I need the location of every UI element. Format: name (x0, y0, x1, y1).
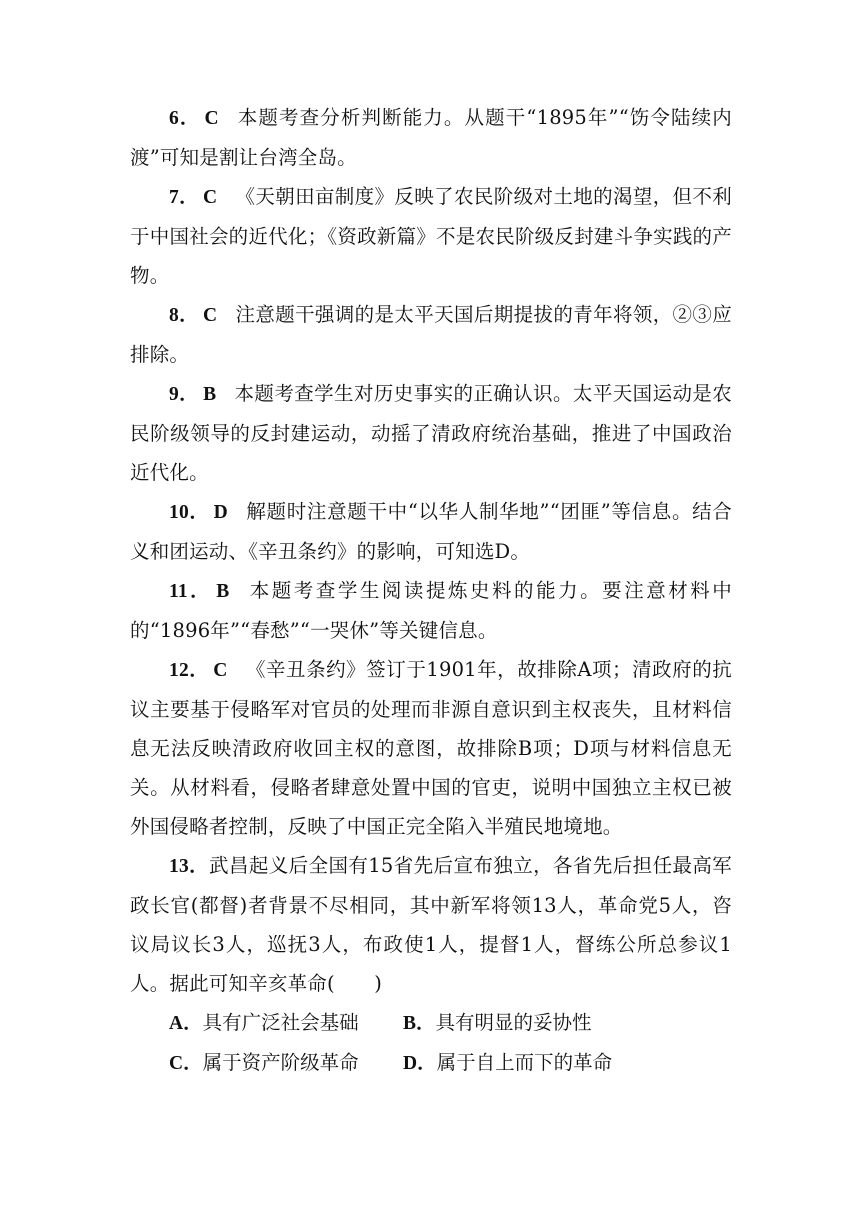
item-number: 10． (169, 502, 210, 523)
item-answer: B (203, 384, 217, 405)
item-answer: C (204, 108, 219, 129)
item-explanation: 本题考查学生对历史事实的正确认识。太平天国运动是农民阶级领导的反封建运动，动摇了清政府统治基础，推进了中国政治近代化。 (130, 382, 732, 484)
item-explanation: 《天朝田亩制度》反映了农民阶级对土地的渴望，但不利于中国社会的近代化；《资政新篇》不是农民阶级反封建斗争实践的产物。 (130, 185, 732, 287)
item-number: 9． (169, 384, 200, 405)
document-page (130, 98, 732, 1083)
item-answer: B (216, 581, 230, 602)
options-row-1 (169, 1003, 732, 1043)
options-row-2 (169, 1043, 732, 1083)
item-explanation: 本题考查学生阅读提炼史料的能力。要注意材料中的“1896年”“春愁”“一哭休”等关键信息。 (130, 579, 732, 642)
item-explanation: 本题考查分析判断能力。从题干“1895年”“饬令陆续内渡”可知是割让台湾全岛。 (130, 106, 732, 169)
item-explanation: 注意题干强调的是太平天国后期提拔的青年将领，②③应排除。 (130, 303, 732, 366)
answer-item-10 (130, 492, 732, 571)
item-number: 6． (169, 108, 201, 129)
answer-item-11 (130, 571, 732, 650)
item-number: 11． (169, 581, 213, 602)
option-c[interactable]: C．属于资产阶级革命 (169, 1051, 359, 1074)
answer-item-8 (130, 295, 732, 374)
item-answer: C (213, 660, 228, 681)
question-13 (130, 846, 732, 1003)
option-a[interactable]: A．具有广泛社会基础 (169, 1011, 359, 1034)
option-b[interactable]: B．具有明显的妥协性 (403, 1011, 592, 1034)
item-answer: C (203, 187, 218, 208)
answer-item-12 (130, 650, 732, 846)
answer-options (130, 1003, 732, 1083)
answer-item-7 (130, 177, 732, 295)
question-number: 13． (169, 856, 210, 877)
option-d[interactable]: D．属于自上而下的革命 (403, 1051, 613, 1074)
item-answer: D (213, 502, 228, 523)
item-answer: C (203, 305, 218, 326)
item-explanation: 《辛丑条约》签订于1901年，故排除A项；清政府的抗议主要基于侵略军对官员的处理而非源自意识到主权丧失，且材料信息无法反映清政府收回主权的意图，故排除B项；D项与材料信息无关。从材料看，侵略者肆意处置中国的官吏，说明中国独立主权已被外国侵略者控制，反映了中国正完全陷入半殖民地境地。 (130, 658, 732, 838)
question-stem: 武昌起义后全国有15省先后宣布独立，各省先后担任最高军政长官(都督)者背景不尽相同，其中新军将领13人，革命党5人，咨议局议长3人，巡抚3人，布政使1人，提督1人，督练公所总参议1人。据此可知辛亥革命( ) (130, 854, 732, 995)
answer-item-6 (130, 98, 732, 177)
item-number: 12． (169, 660, 210, 681)
item-explanation: 解题时注意题干中“以华人制华地”“团匪”等信息。结合义和团运动、《辛丑条约》的影响，可知选D。 (130, 500, 733, 563)
item-number: 8． (169, 305, 199, 326)
item-number: 7． (169, 187, 199, 208)
answer-item-9 (130, 374, 732, 492)
